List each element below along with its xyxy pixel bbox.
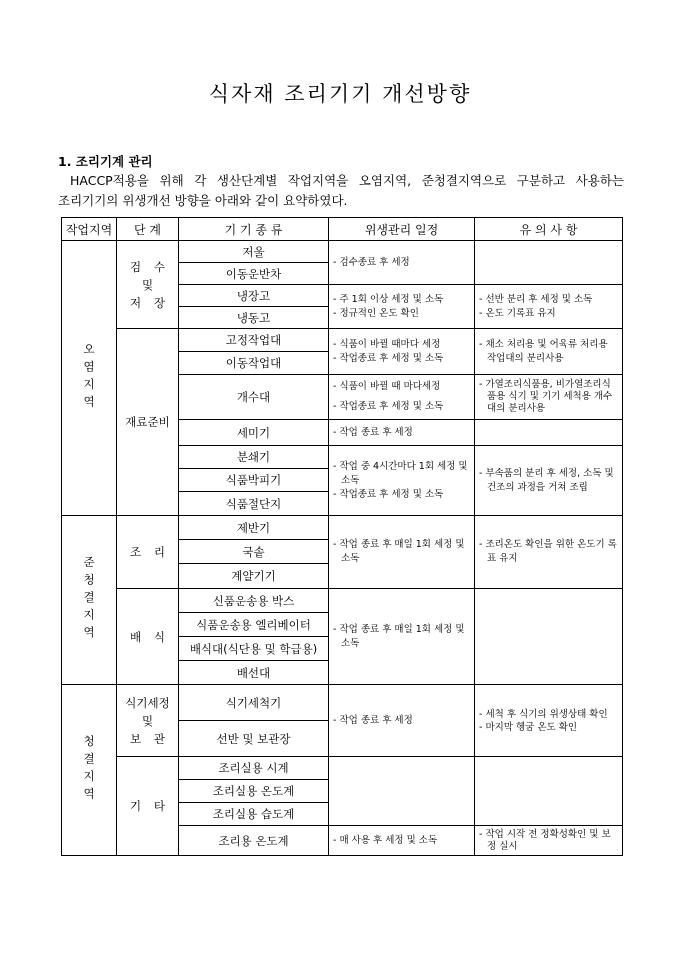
- equipment-cell: 계얄기기: [179, 564, 329, 589]
- equipment-cell: 식품박피기: [179, 469, 329, 492]
- notes-cell: [475, 241, 623, 285]
- equipment-cell: 식품운송용 엘리베이터: [179, 613, 329, 637]
- equipment-cell: 조리실용 시계: [179, 757, 329, 780]
- paragraph-line-2: 조리기기의 위생개선 방향을 아래와 같이 요약하였다.: [58, 193, 348, 208]
- equipment-cell: 제반기: [179, 516, 329, 540]
- document-title: 식자재 조리기기 개선방향: [208, 82, 472, 106]
- schedule-cell: - 식품이 바뀔 때마다 세정 - 작업종료 후 세정 및 소독: [329, 329, 475, 375]
- zone-cell-semi-clean: [62, 516, 117, 685]
- equipment-cell: 이동작업대: [179, 352, 329, 375]
- stage-cell-prep: 재료준비: [117, 329, 179, 516]
- equipment-cell: 식품절단지: [179, 492, 329, 516]
- notes-cell: - 선반 분리 후 세정 및 소독 - 온도 기록표 유지: [475, 285, 623, 329]
- schedule-cell: - 식품이 바뀔 때 마다세정 - 작업종료 후 세정 및 소독: [329, 375, 475, 420]
- stage-cell-inspect: 검 수 및 저 장: [117, 241, 179, 329]
- equipment-cell: 이동운반차: [179, 263, 329, 285]
- section-paragraph: [58, 171, 624, 211]
- equipment-cell: 식기세척기: [179, 685, 329, 721]
- schedule-cell: [329, 757, 475, 826]
- header-notes: 유 의 사 항: [475, 218, 623, 241]
- table-row: [62, 685, 623, 721]
- zone-label: 청결지역: [82, 735, 96, 805]
- table-row: [62, 329, 623, 352]
- equipment-cell: 조리용 온도계: [179, 826, 329, 856]
- stage-cell-cook: 조 리: [117, 516, 179, 589]
- equipment-cell: 세미기: [179, 420, 329, 446]
- header-equipment: 기 기 종 류: [179, 218, 329, 241]
- table-header-row: [62, 218, 623, 241]
- zone-label: 오염지역: [82, 343, 96, 413]
- equipment-cell: 저울: [179, 241, 329, 263]
- schedule-cell: - 작업 종료 후 매일 1회 세정 및 소독: [329, 589, 475, 685]
- notes-cell: - 조리온도 확인을 위한 온도기 록표 유지: [475, 516, 623, 589]
- zone-cell-clean: [62, 685, 117, 856]
- section-heading: 1. 조리기계 관리: [58, 154, 153, 169]
- equipment-cell: 조리실용 습도계: [179, 803, 329, 826]
- equipment-hygiene-table: [61, 217, 623, 856]
- zone-label: 준청결지역: [82, 556, 96, 644]
- equipment-cell: 배선대: [179, 661, 329, 685]
- schedule-cell: - 검수종료 후 세정: [329, 241, 475, 285]
- notes-cell: [475, 757, 623, 826]
- notes-cell: [475, 589, 623, 685]
- equipment-cell: 신품운송용 박스: [179, 589, 329, 613]
- notes-cell: - 부속품의 분리 후 세정, 소독 및 건조의 과정을 거쳐 조립: [475, 446, 623, 516]
- equipment-cell: 냉동고: [179, 307, 329, 329]
- equipment-cell: 국솥: [179, 540, 329, 564]
- stage-cell-serve: 배 식: [117, 589, 179, 685]
- zone-cell-contaminated: [62, 241, 117, 516]
- equipment-cell: 개수대: [179, 375, 329, 420]
- schedule-cell: - 작업 종료 후 세정: [329, 685, 475, 757]
- schedule-cell: - 작업 중 4시간마다 1회 세정 및 소독 - 작업종료 후 세정 및 소독: [329, 446, 475, 516]
- notes-cell: - 가열조리식품용, 비가열조리식품용 식기 및 기기 세척용 개수대의 분리사용: [475, 375, 623, 420]
- equipment-cell: 선반 및 보관장: [179, 721, 329, 757]
- header-stage: 단 계: [117, 218, 179, 241]
- header-zone: 작업지역: [62, 218, 117, 241]
- equipment-cell: 조리실용 온도계: [179, 780, 329, 803]
- table-row: [62, 757, 623, 780]
- notes-cell: - 채소 처리용 및 어육류 처리용 작업대의 분리사용: [475, 329, 623, 375]
- stage-cell-dish: 식기세정 및 보 관: [117, 685, 179, 757]
- table-row: [62, 241, 623, 263]
- equipment-cell: 냉장고: [179, 285, 329, 307]
- schedule-cell: - 매 사용 후 세정 및 소독: [329, 826, 475, 856]
- notes-cell: [475, 420, 623, 446]
- equipment-cell: 배식대(식단용 및 학급용): [179, 637, 329, 661]
- notes-cell: - 작업 시작 전 정확성확인 및 보정 실시: [475, 826, 623, 856]
- schedule-cell: - 작업 종료 후 세정: [329, 420, 475, 446]
- equipment-cell: 고정작업대: [179, 329, 329, 352]
- equipment-cell: 분쇄기: [179, 446, 329, 469]
- schedule-cell: - 주 1회 이상 세정 및 소독 - 정규적인 온도 확인: [329, 285, 475, 329]
- stage-cell-etc: 기 타: [117, 757, 179, 856]
- table-row: [62, 589, 623, 613]
- notes-cell: - 세척 후 식기의 위생상태 확인 - 마지막 헹굼 온도 확인: [475, 685, 623, 757]
- paragraph-line-1: HACCP적용을 위해 각 생산단계별 작업지역을 오염지역, 준청결지역으로 구분하고 사용하는: [70, 173, 624, 188]
- schedule-cell: - 작업 종료 후 매일 1회 세정 및 소독: [329, 516, 475, 589]
- table-row: [62, 516, 623, 540]
- header-schedule: 위생관리 일정: [329, 218, 475, 241]
